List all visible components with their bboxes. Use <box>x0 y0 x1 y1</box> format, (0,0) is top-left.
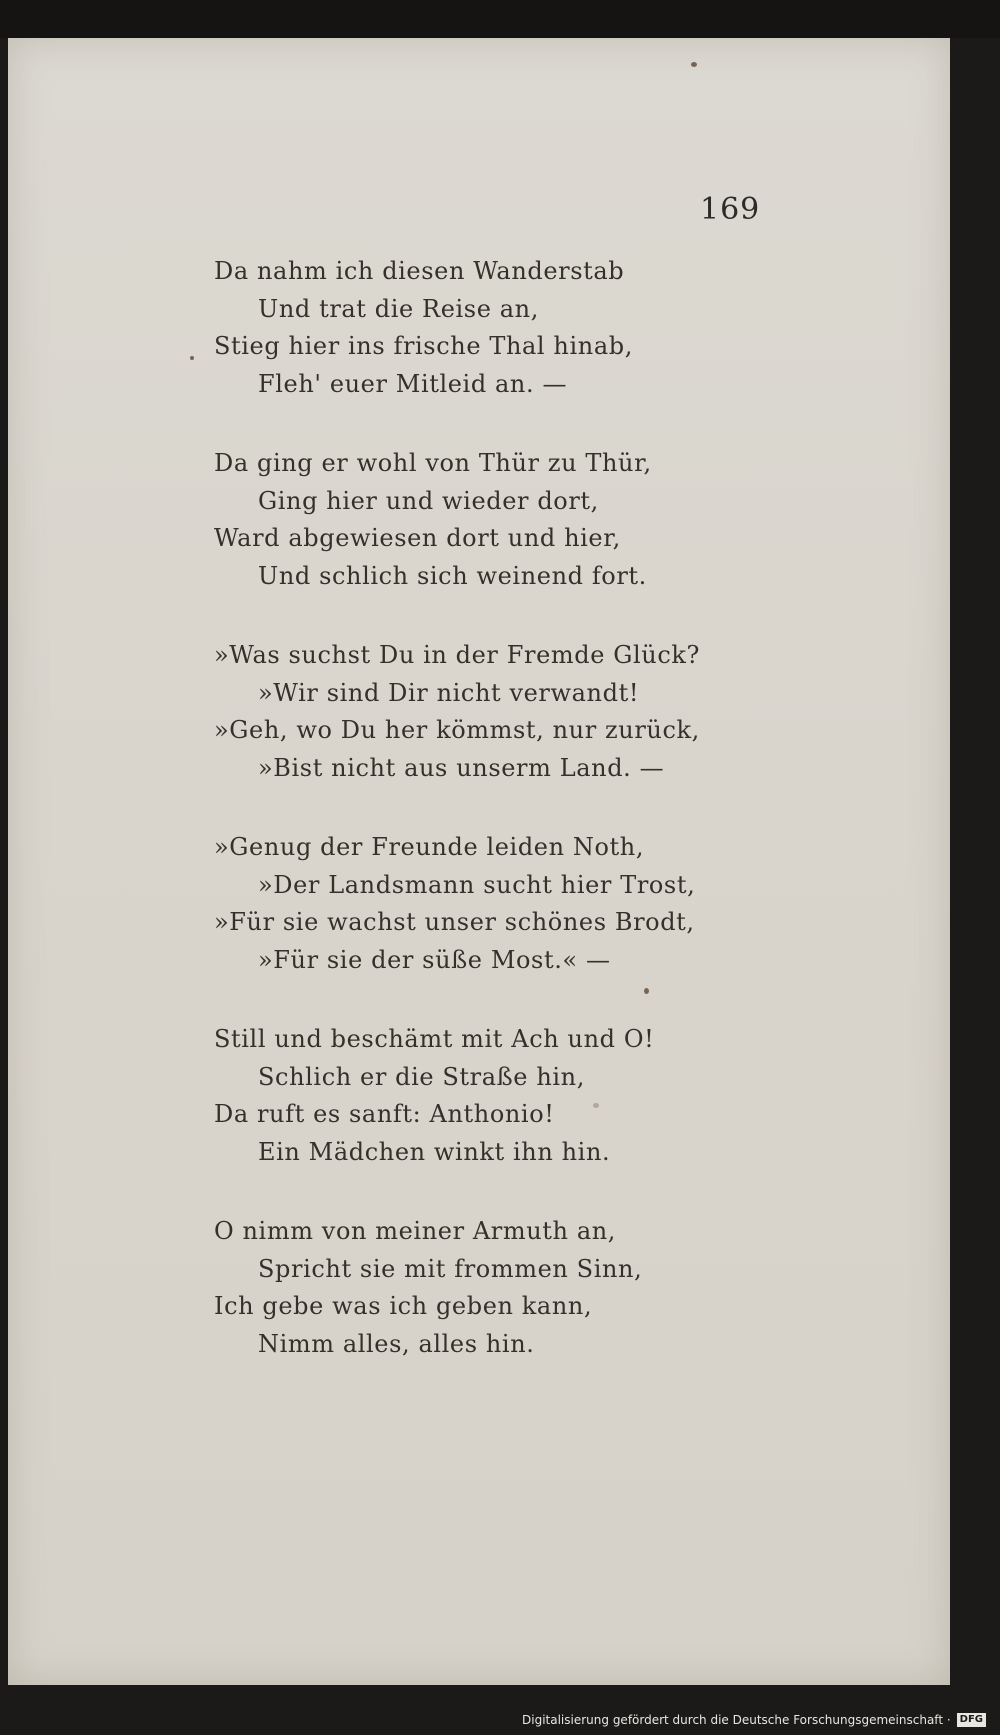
verse-line: »Für sie der süße Most.« — <box>258 945 611 974</box>
paper-speck <box>190 356 194 360</box>
stanza <box>214 1213 774 1363</box>
verse-line: Nimm alles, alles hin. <box>258 1329 535 1358</box>
verse-line: »Bist nicht aus unserm Land. — <box>258 753 665 782</box>
verse-line: Still und beschämt mit Ach und O! <box>214 1025 655 1053</box>
scan-top-border <box>0 0 1000 38</box>
stanza <box>214 445 774 595</box>
credit-text: Digitalisierung gefördert durch die Deutsche Forschungsgemeinschaft · <box>522 1713 951 1727</box>
verse-line: Spricht sie mit frommen Sinn, <box>258 1254 643 1283</box>
verse-line: »Genug der Freunde leiden Noth, <box>214 833 645 861</box>
stanza <box>214 253 774 403</box>
digitization-credit <box>522 1709 986 1731</box>
page-number: 169 <box>700 192 761 227</box>
verse-line: Stieg hier ins frische Thal hinab, <box>214 332 633 360</box>
verse-line: Da nahm ich diesen Wanderstab <box>214 257 625 285</box>
stanza <box>214 1021 774 1171</box>
verse-line: Ward abgewiesen dort und hier, <box>214 524 621 552</box>
verse-line: »Der Landsmann sucht hier Trost, <box>258 870 696 899</box>
verse-line: Ging hier und wieder dort, <box>258 486 599 515</box>
verse-line: Fleh' euer Mitleid an. — <box>258 369 568 398</box>
verse-line: Da ruft es sanft: Anthonio! <box>214 1100 555 1128</box>
poem <box>214 253 774 1405</box>
verse-line: Ich gebe was ich geben kann, <box>214 1292 593 1320</box>
verse-line: »Wir sind Dir nicht verwandt! <box>258 678 640 707</box>
verse-line: »Geh, wo Du her kömmst, nur zurück, <box>214 716 700 744</box>
stanza <box>214 829 774 979</box>
dfg-logo-icon: DFG <box>957 1713 986 1727</box>
verse-line: »Für sie wachst unser schönes Brodt, <box>214 908 695 936</box>
verse-line: Und trat die Reise an, <box>258 294 539 323</box>
verse-line: Ein Mädchen winkt ihn hin. <box>258 1137 611 1166</box>
verse-line: Und schlich sich weinend fort. <box>258 561 647 590</box>
paper-speck <box>691 62 697 67</box>
verse-line: O nimm von meiner Armuth an, <box>214 1217 617 1245</box>
stanza <box>214 637 774 787</box>
verse-line: »Was suchst Du in der Fremde Glück? <box>214 641 700 669</box>
verse-line: Schlich er die Straße hin, <box>258 1062 585 1091</box>
verse-line: Da ging er wohl von Thür zu Thür, <box>214 449 652 477</box>
